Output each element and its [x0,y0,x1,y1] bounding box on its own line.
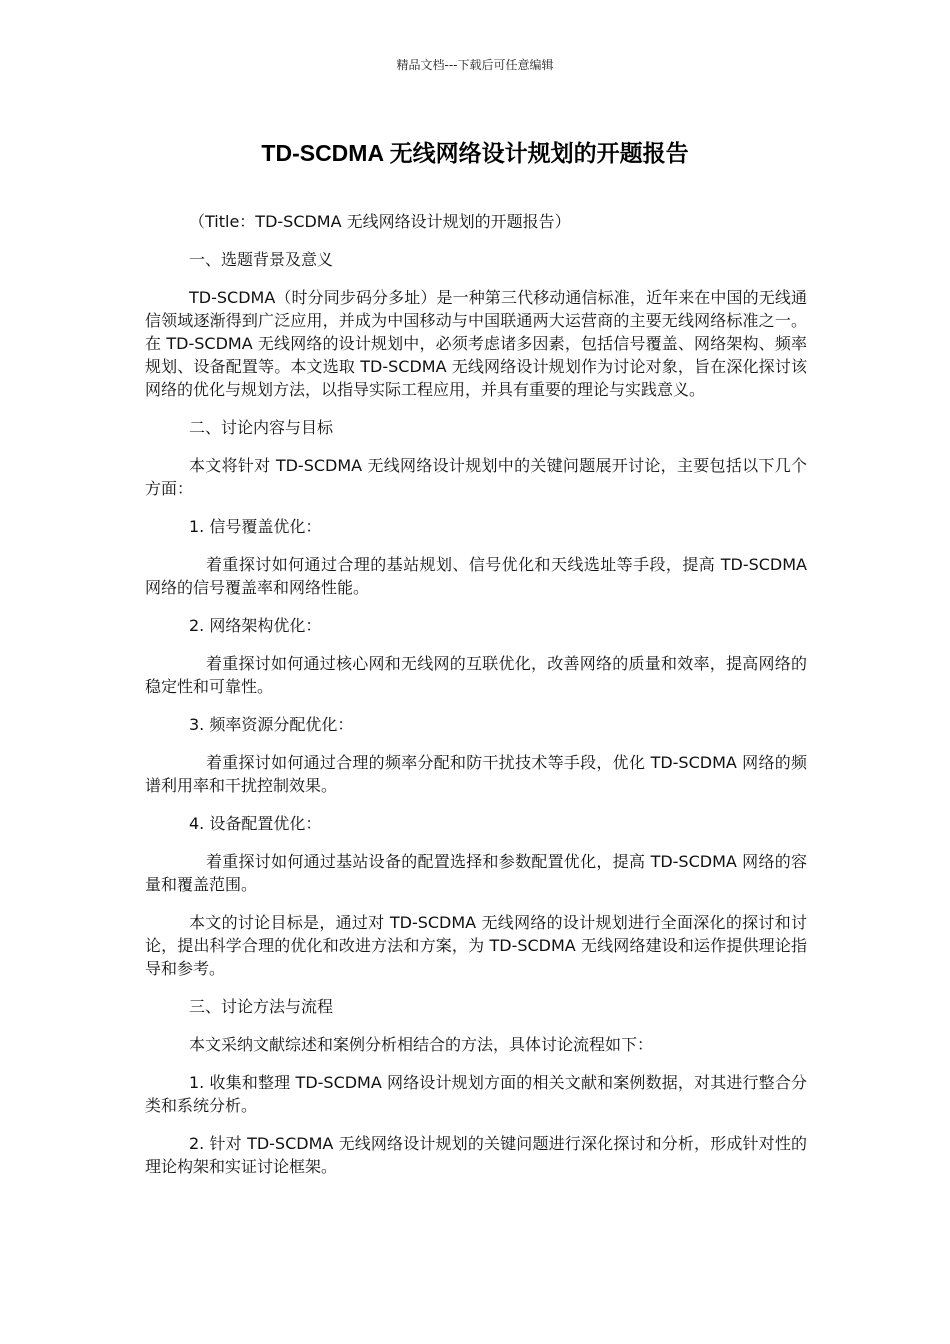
content-intro-paragraph: 本文将针对 TD-SCDMA 无线网络设计规划中的关键问题展开讨论，主要包括以下几个方面： [145,456,807,498]
list-item-heading-coverage: 1. 信号覆盖优化： [189,517,322,536]
section-heading-method: 三、讨论方法与流程 [189,997,334,1016]
page-header: 精品文档---下载后可任意编辑 [396,58,554,72]
method-step-2: 2. 针对 TD-SCDMA 无线网络设计规划的关键问题进行深化探讨和分析，形成针对性的理论构架和实证讨论框架。 [145,1134,807,1176]
list-item-heading-frequency: 3. 频率资源分配优化： [189,715,354,734]
background-paragraph: TD-SCDMA（时分同步码分多址）是一种第三代移动通信标准，近年来在中国的无线通信领域逐渐得到广泛应用，并成为中国移动与中国联通两大运营商的主要无线网络标准之一。在 TD-SCDMA 无线网络的设计规划中，必须考虑诸多因素，包括信号覆盖、网络架构、频率规划、设备配置等。本文选取 TD-SCDMA 无线网络设计规划作为讨论对象，旨在深化探讨该网络的优化与规划方法，以指导实际工程应用，并具有重要的理论与实践意义。 [145,288,807,399]
section-heading-content: 二、讨论内容与目标 [189,418,334,437]
goal-paragraph: 本文的讨论目标是，通过对 TD-SCDMA 无线网络的设计规划进行全面深化的探讨和讨论，提出科学合理的优化和改进方法和方案，为 TD-SCDMA 无线网络建设和运作提供理论指导和参考。 [145,913,807,978]
list-item-text-coverage: 着重探讨如何通过合理的基站规划、信号优化和天线选址等手段，提高 TD-SCDMA 网络的信号覆盖率和网络性能。 [145,555,807,597]
method-intro-paragraph: 本文采纳文献综述和案例分析相结合的方法，具体讨论流程如下： [189,1035,654,1054]
list-item-text-equipment: 着重探讨如何通过基站设备的配置选择和参数配置优化，提高 TD-SCDMA 网络的容量和覆盖范围。 [145,852,807,894]
title-note-paragraph: （Title：TD-SCDMA 无线网络设计规划的开题报告） [189,212,571,231]
section-heading-background: 一、选题背景及意义 [189,250,334,269]
list-item-text-frequency: 着重探讨如何通过合理的频率分配和防干扰技术等手段，优化 TD-SCDMA 网络的频谱利用率和干扰控制效果。 [145,753,807,795]
list-item-text-architecture: 着重探讨如何通过核心网和无线网的互联优化，改善网络的质量和效率，提高网络的稳定性和可靠性。 [145,654,807,696]
document-body [145,210,807,1193]
list-item-heading-equipment: 4. 设备配置优化： [189,814,322,833]
list-item-heading-architecture: 2. 网络架构优化： [189,616,322,635]
document-title: TD-SCDMA 无线网络设计规划的开题报告 [261,140,689,166]
method-step-1: 1. 收集和整理 TD-SCDMA 网络设计规划方面的相关文献和案例数据，对其进行整合分类和系统分析。 [145,1073,807,1115]
